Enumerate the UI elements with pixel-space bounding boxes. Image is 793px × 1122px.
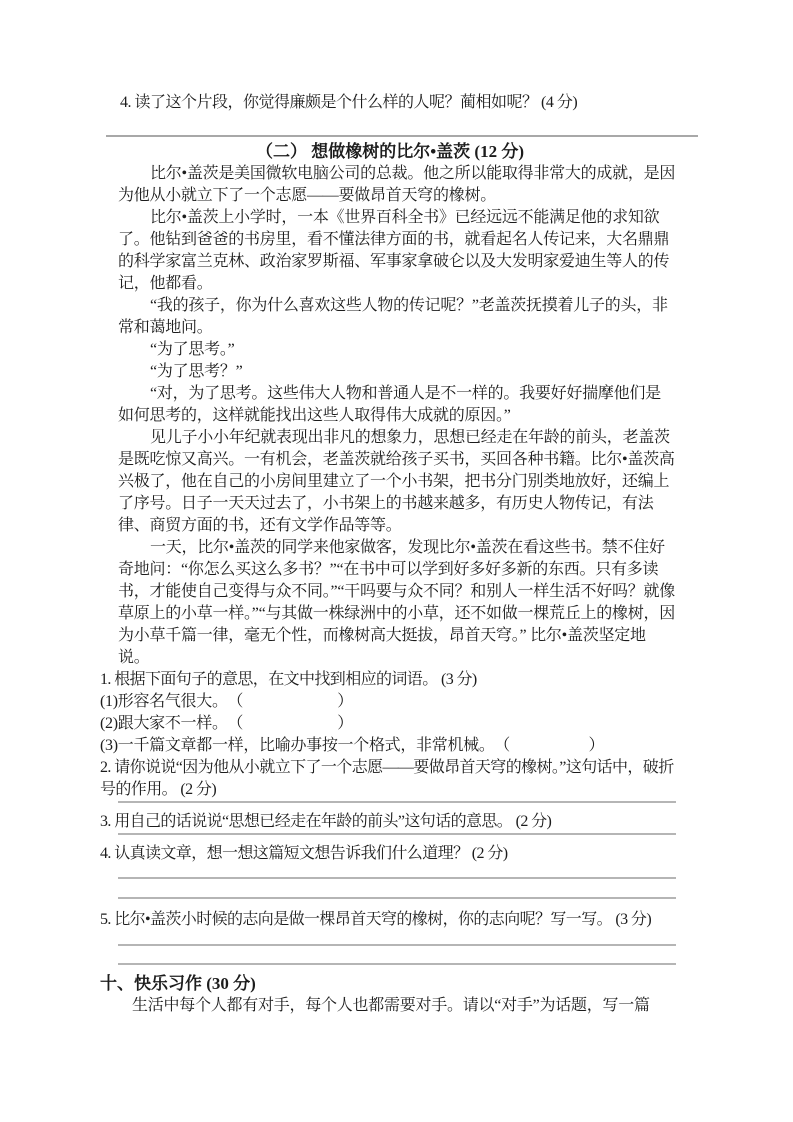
passage-paragraph-6: “对，为了思考。这些伟大人物和普通人是不一样的。我要好好揣摩他们是如何思考的，这样就能找出这些人取得伟大成就的原因。” [118,385,661,424]
writing-intro: 生活中每个人都有对手，每个人也都需要对手。请以“对手”为话题，写一篇 [132,997,650,1014]
page-content [100,92,680,1017]
answer-line-q2 [118,801,676,803]
passage-paragraph-2: 比尔•盖茨上小学时，一本《世界百科全书》已经远远不能满足他的求知欲了。他钻到爸爸的书房里，看不懂法律方面的书，就看起名人传记来，大名鼎鼎的科学家富兰克林、政治家罗斯福、军事家拿破仑以及大发明家爱迪生等人的传记，他都看。 [118,209,670,292]
passage-paragraph-8: 一天，比尔•盖茨的同学来他家做客，发现比尔•盖茨在看这些书。禁不住好奇地问：“你怎么买这么多书？”“在书中可以学到好多好多新的东西。只有多读书，才能使自己变得与众不同。”“干吗要与众不同？和别人一样生活不好吗？就像草原上的小草一样。”“与其做一株绿洲中的小草，还不如做一棵荒丘上的橡树，因为小草千篇一律，毫无个性，而橡树高大挺拔，昂首天穹。” 比尔•盖茨坚定地说。 [118,539,675,666]
reading-question-3: 3. 用自己的话说说“思想已经走在年龄的前头”这句话的意思。 (2 分) [100,813,552,830]
previous-section-question-4: 4. 读了这个片段，你觉得廉颇是个什么样的人呢？蔺相如呢？ (4 分) [120,94,578,111]
answer-line-q3 [118,833,676,835]
reading-question-4: 4. 认真读文章，想一想这篇短文想告诉我们什么道理？ (2 分) [100,845,508,862]
answer-line-q4-1 [118,877,676,879]
reading-passage [100,163,676,669]
reading-question-1: 1. 根据下面句子的意思，在文中找到相应的词语。 (3 分) [100,671,477,688]
question-1-item-3: (3)一千篇文章都一样，比喻办事按一个格式，非常机械。 （ ） [100,737,605,754]
reading-question-5: 5. 比尔•盖茨小时候的志向是做一棵昂首天穹的橡树，你的志向呢？写一写。 (3 分) [100,911,652,928]
passage-paragraph-3: “我的孩子，你为什么喜欢这些人物的传记呢？”老盖茨抚摸着儿子的头，非常和蔼地问。 [118,297,668,336]
passage-paragraph-5: “为了思考？” [150,363,243,380]
answer-line-q5-2 [118,963,676,965]
answer-line-q5-1 [118,944,676,946]
question-1-item-2: (2)跟大家不一样。 （ ） [100,715,353,732]
reading-questions [100,669,680,965]
question-1-item-1: (1)形容名气很大。 （ ） [100,693,353,710]
reading-question-2: 2. 请你说说“因为他从小就立下了一个志愿——要做昂首天穹的橡树。”这句话中，破折号的作用。 (2 分) [100,759,674,798]
passage-paragraph-4: “为了思考。” [150,341,235,358]
passage-paragraph-7: 见儿子小小年纪就表现出非凡的想象力，思想已经走在年龄的前头，老盖茨是既吃惊又高兴。一有机会，老盖茨就给孩子买书，买回各种书籍。比尔•盖茨高兴极了，他在自己的小房间里建立了一个小书架，把书分门别类地放好，还编上了序号。日子一天天过去了，小书架上的书越来越多，有历史人物传记，有法律、商贸方面的书，还有文学作品等等。 [118,429,675,534]
section-divider [106,135,698,137]
writing-section-title: 十、快乐习作 (30 分) [100,974,256,993]
passage-paragraph-1: 比尔•盖茨是美国微软电脑公司的总裁。他之所以能取得非常大的成就，是因为他从小就立下了一个志愿——要做昂首天穹的橡树。 [118,165,676,204]
reading-section-title: （二） 想做橡树的比尔•盖茨 (12 分) [255,142,525,161]
answer-line-q4-2 [118,897,676,899]
